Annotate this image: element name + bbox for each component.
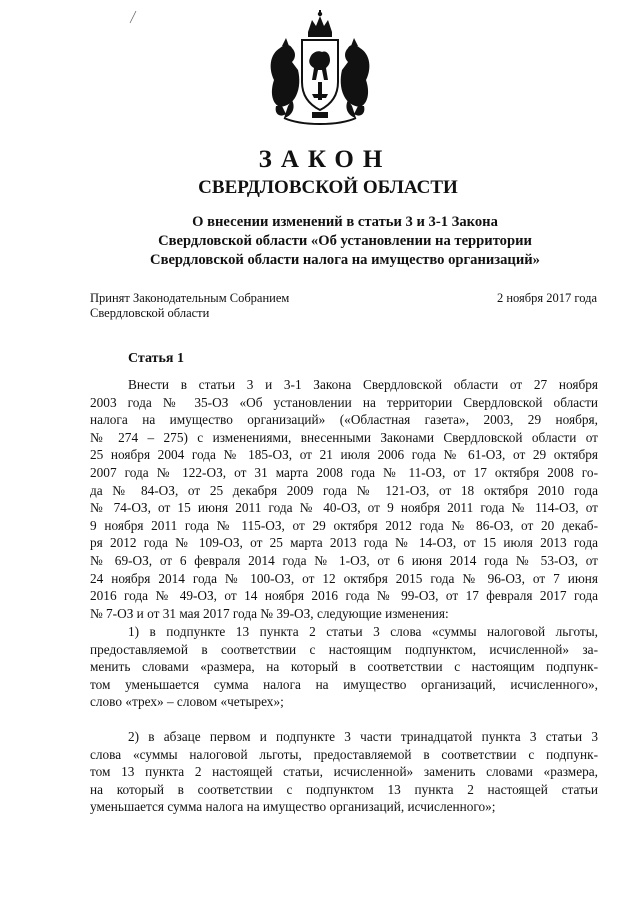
text-line: ря 2012 года № 109-ОЗ, от 25 марта 2013 года № 14-ОЗ, от 15 июля 2013 года	[90, 535, 598, 551]
coat-of-arms-icon	[262, 10, 378, 128]
text-line: № 7-ОЗ и от 31 мая 2017 года № 39-ОЗ, следующие изменения:	[90, 605, 449, 621]
adopted-by-line: Свердловской области	[90, 306, 210, 320]
article-main-paragraph	[90, 376, 598, 622]
region-title: СВЕРДЛОВСКОЙ ОБЛАСТИ	[198, 177, 458, 198]
text-line: предоставляемой в соответствии с настоящим подпунктом, исчисленной» за-	[90, 641, 598, 657]
pen-mark	[128, 10, 138, 24]
subtitle-line: Свердловской области «Об установлении на территории	[158, 233, 532, 249]
text-line: слово «трех» – словом «четырех»;	[90, 694, 284, 710]
text-line: 9 ноября 2011 года № 115-ОЗ, от 29 октября 2012 года № 86-ОЗ, от 20 декаб-	[90, 517, 598, 533]
text-line: 25 ноября 2004 года № 185-ОЗ, от 21 июля 2006 года № 61-ОЗ, от 29 октября	[90, 447, 598, 463]
adopted-by	[90, 291, 289, 321]
law-subtitle	[100, 213, 590, 270]
text-line: Внести в статьи 3 и 3-1 Закона Свердловской области от 27 ноября	[128, 377, 598, 392]
amendment-item-1	[90, 623, 598, 711]
text-line: 2) в абзаце первом и подпункте 3 части тринадцатой пункта 3 статьи 3	[128, 729, 598, 744]
adopted-by-line: Принят Законодательным Собранием	[90, 291, 290, 305]
amendment-item-2	[90, 728, 598, 816]
text-line: 2016 года № 49-ОЗ, от 14 ноября 2016 года № 99-ОЗ, от 17 февраля 2017 года	[90, 588, 598, 604]
subtitle-line: Свердловской области налога на имущество организаций»	[150, 252, 540, 268]
text-line: уменьшается сумма налога на имущество организаций, исчисленного»;	[90, 799, 496, 815]
text-line: 1) в подпункте 13 пункта 2 статьи 3 слова «суммы налоговой льготы,	[128, 624, 598, 639]
text-line: № 274 – 275) с изменениями, внесенными Законами Свердловской области от	[90, 429, 598, 445]
text-line: менить словами «размера, на который в соответствии с настоящим подпунк-	[90, 659, 598, 675]
text-line: том уменьшается сумма налога на имущество организаций, исчисленного»,	[90, 676, 598, 692]
text-line: том 13 пункта 2 настоящей статьи, исчисленной» заменить словами «размера,	[90, 764, 598, 780]
text-line: 2007 года № 122-ОЗ, от 31 марта 2008 года № 11-ОЗ, от 17 октября 2008 го-	[90, 464, 598, 480]
text-line: налога на имущество организаций» («Областная газета», 2003, 29 ноября,	[90, 412, 598, 428]
subtitle-line: О внесении изменений в статьи 3 и 3-1 Закона	[192, 214, 498, 230]
adoption-date: 2 ноября 2017 года	[496, 291, 597, 305]
text-line: да № 84-ОЗ, от 25 декабря 2009 года № 121-ОЗ, от 18 октября 2010 года	[90, 482, 598, 498]
text-line: на который в соответствии с подпунктом 13 пункта 2 настоящей статьи	[90, 781, 598, 797]
text-line: 2003 года № 35-ОЗ «Об установлении на территории Свердловской области	[90, 394, 598, 410]
document-type-title: ЗАКОН	[258, 146, 392, 173]
text-line: № 69-ОЗ, от 6 февраля 2014 года № 1-ОЗ, от 6 июня 2014 года № 53-ОЗ, от	[90, 552, 598, 568]
text-line: № 74-ОЗ, от 15 июня 2011 года № 40-ОЗ, от 9 ноября 2011 года № 114-ОЗ, от	[90, 500, 598, 516]
text-line: 24 ноября 2014 года № 100-ОЗ, от 12 октября 2015 года № 96-ОЗ, от 7 июня	[90, 570, 598, 586]
article-heading: Статья 1	[128, 351, 184, 366]
text-line: слова «суммы налоговой льготы, предоставляемой в соответствии с подпунк-	[90, 746, 598, 762]
